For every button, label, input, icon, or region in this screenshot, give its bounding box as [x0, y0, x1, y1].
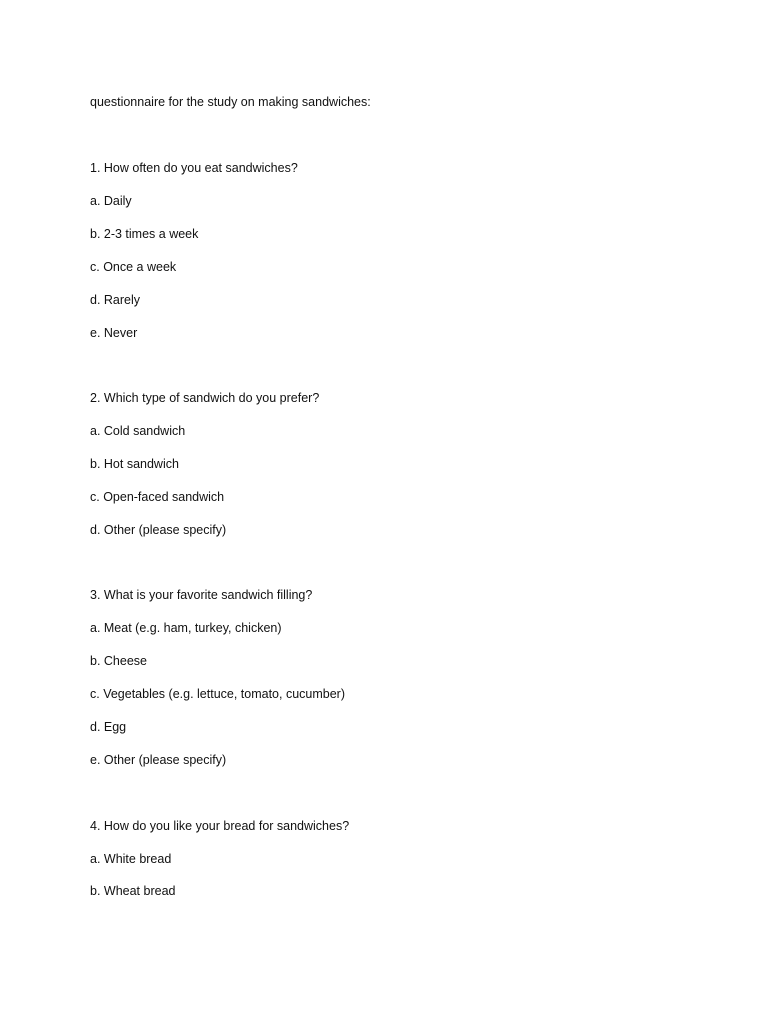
- answer-option: d. Other (please specify): [90, 523, 227, 537]
- answer-option: b. Cheese: [90, 654, 147, 668]
- answer-option: e. Never: [90, 326, 138, 340]
- answer-option: b. Wheat bread: [90, 884, 176, 898]
- question-prompt: 4. How do you like your bread for sandwiches?: [90, 819, 350, 833]
- answer-option: b. Hot sandwich: [90, 457, 179, 471]
- question-prompt: 2. Which type of sandwich do you prefer?: [90, 391, 320, 405]
- answer-option: a. Cold sandwich: [90, 424, 186, 438]
- answer-option: c. Open-faced sandwich: [90, 490, 225, 504]
- answer-option: d. Rarely: [90, 293, 141, 307]
- question-prompt: 1. How often do you eat sandwiches?: [90, 161, 298, 175]
- answer-option: b. 2-3 times a week: [90, 227, 199, 241]
- answer-option: a. Daily: [90, 194, 132, 208]
- answer-option: c. Once a week: [90, 260, 177, 274]
- answer-option: a. White bread: [90, 852, 172, 866]
- answer-option: e. Other (please specify): [90, 753, 227, 767]
- answer-option: a. Meat (e.g. ham, turkey, chicken): [90, 621, 282, 635]
- answer-option: d. Egg: [90, 720, 127, 734]
- document-title: questionnaire for the study on making sandwiches:: [90, 95, 371, 109]
- question-prompt: 3. What is your favorite sandwich filling?: [90, 588, 313, 602]
- answer-option: c. Vegetables (e.g. lettuce, tomato, cucumber): [90, 687, 345, 701]
